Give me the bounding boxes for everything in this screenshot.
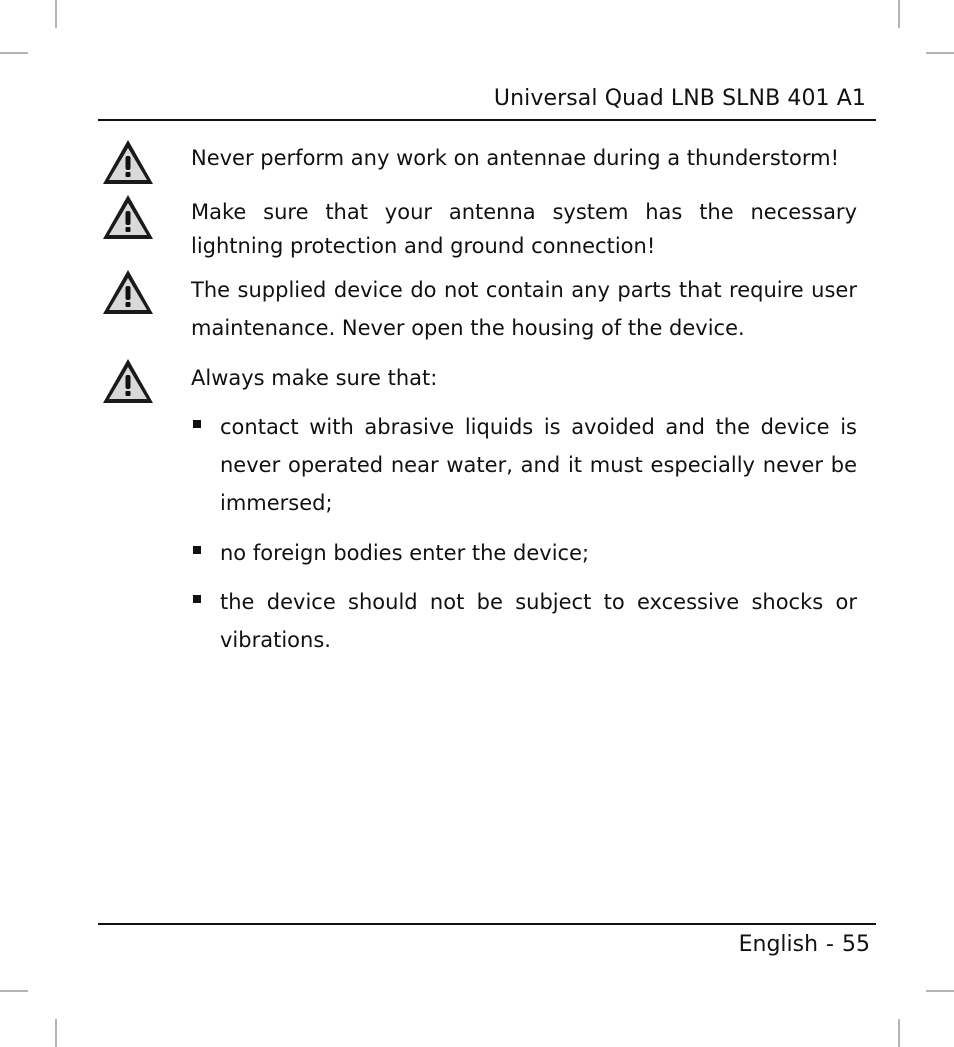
list-item-text: the device should not be subject to excessive shocks or vibrations. <box>220 590 857 652</box>
crop-mark-bottom-left <box>0 990 28 992</box>
crop-mark-top-right <box>926 52 954 54</box>
warning-triangle-icon <box>101 357 155 405</box>
page-footer <box>739 932 870 957</box>
crop-mark-bottom-right <box>926 990 954 992</box>
bullet-square-icon <box>193 595 201 603</box>
footer-separator: - <box>826 932 834 957</box>
header-rule <box>98 119 876 121</box>
footer-language: English <box>738 932 819 957</box>
crop-mark-top-left <box>55 0 57 28</box>
warning-triangle-icon <box>101 138 155 186</box>
warning-text-thunderstorm: Never perform any work on antennae during a thunderstorm! <box>191 146 840 170</box>
crop-mark-bottom-left <box>55 1019 57 1047</box>
list-item-text: contact with abrasive liquids is avoided and the device is never operated near water, and it must especially never be immersed; <box>220 415 857 515</box>
warning-text-lightning-protection: Make sure that your antenna system has the necessary lightning protection and ground connection! <box>191 200 857 258</box>
bullet-square-icon <box>193 546 201 554</box>
footer-rule <box>98 923 876 925</box>
page-header-title: Universal Quad LNB SLNB 401 A1 <box>493 86 866 111</box>
crop-mark-top-right <box>898 0 900 28</box>
crop-mark-bottom-right <box>898 1019 900 1047</box>
page-number: 55 <box>842 932 870 957</box>
warning-text-maintenance: The supplied device do not contain any parts that require user maintenance. Never open the housing of the device. <box>191 278 857 340</box>
bullet-square-icon <box>193 420 201 428</box>
list-item-text: no foreign bodies enter the device; <box>220 541 590 565</box>
crop-mark-top-left <box>0 52 28 54</box>
warning-triangle-icon <box>101 268 155 316</box>
warning-text-always-make-sure: Always make sure that: <box>191 366 438 390</box>
warning-triangle-icon <box>101 193 155 241</box>
